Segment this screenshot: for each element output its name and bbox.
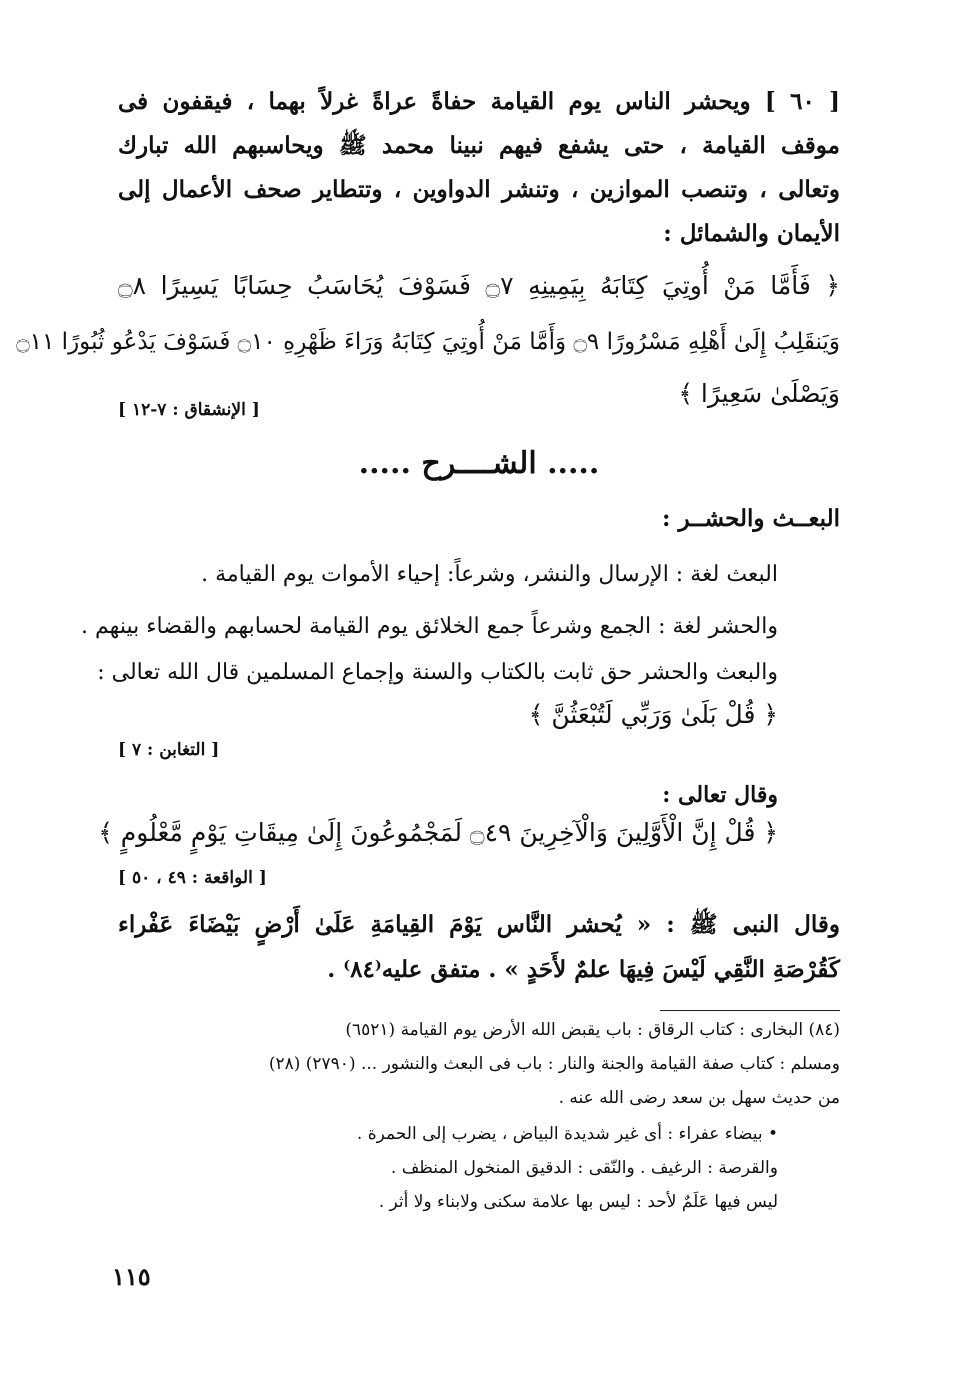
said-the-exalted: وقال تعالى : — [662, 782, 778, 808]
gloss-line: والقرصة : الرغيف . والنّقى : الدقيق المنخول المنظف . — [390, 1158, 778, 1178]
definition-line: البعث لغة : الإرسال والنشر، وشرعاً: إحياء الأموات يوم القيامة . — [201, 562, 778, 587]
verse-reference: [ الإنشقاق : ٧-١٢ ] — [118, 400, 260, 420]
quran-verse-waqia: ﴿ قُلْ إِنَّ الْأَوَّلِينَ وَالْآخِرِينَ ۝٤٩ لَمَجْمُوعُونَ إِلَىٰ مِيقَاتِ يَوْمٍ مَّعْلُومٍ ﴾ — [98, 818, 778, 847]
footnote-separator — [660, 1010, 840, 1011]
hadith-line: وقال النبى ﷺ : « يُحشر النَّاس يَوْمَ القِيامَةِ عَلَىٰ أَرْضٍ بَيْضَاءَ عَفْراء — [118, 911, 840, 938]
quran-line: ﴿ فَأَمَّا مَنْ أُوتِيَ كِتَابَهُ بِيَمِينِهِ ۝٧ فَسَوْفَ يُحَاسَبُ حِسَابًا يَسِيرًا ۝٨ — [118, 271, 840, 300]
gloss-line: ليس فيها عَلَمٌ لأحد : ليس بها علامة سكنى ولابناء ولا أثر . — [378, 1192, 778, 1212]
footnote-line: ومسلم : كتاب صفة القيامة والجنة والنار : باب فى البعث والنشور ... (٢٧٩٠) (٢٨) — [268, 1054, 840, 1074]
footnote-line: (٨٤) البخارى : كتاب الرقاق : باب يقبض الله الأرض يوم القيامة (٦٥٢١) — [345, 1020, 840, 1040]
definition-line: والبعث والحشر حق ثابت بالكتاب والسنة وإجماع المسلمين قال الله تعالى : — [97, 660, 778, 685]
quran-line: وَيَنقَلِبُ إِلَىٰ أَهْلِهِ مَسْرُورًا ۝٩ وَأَمَّا مَنْ أُوتِيَ كِتَابَهُ وَرَاءَ ظَهْرِهِ ۝١٠ فَسَوْفَ يَدْعُو ثُبُورًا ۝١١ — [16, 329, 840, 355]
page-number: ١١٥ — [112, 1262, 151, 1291]
footnote-line: من حديث سهل بن سعد رضى الله عنه . — [558, 1088, 840, 1108]
hadith-line: كَقُرْصَةِ النَّقِي لَيْسَ فِيهَا علمٌ لأَحَدٍ » . متفق عليه⁽٨٤⁾ . — [327, 956, 840, 983]
intro-line: [ ٦٠ ] ويحشر الناس يوم القيامة حفاةً عراةً غرلاً بهما ، فيقفون فى — [118, 88, 840, 115]
definition-line: والحشر لغة : الجمع وشرعاً جمع الخلائق يوم القيامة لحسابهم والقضاء بينهم . — [81, 614, 778, 639]
section-title: ..... الشــــرح ..... — [358, 446, 600, 481]
intro-line: الأيمان والشمائل : — [663, 220, 840, 247]
intro-line: وتعالى ، وتنصب الموازين ، وتنشر الدواوين ، وتتطاير صحف الأعمال إلى — [118, 176, 840, 203]
gloss-line: • بيضاء عفراء : أى غير شديدة البياض ، يضرب إلى الحمرة . — [356, 1124, 778, 1144]
intro-line: موقف القيامة ، حتى يشفع فيهم نبينا محمد ﷺ ويحاسبهم الله تبارك — [118, 132, 840, 159]
verse-reference: [ التغابن : ٧ ] — [118, 740, 220, 760]
quran-verse-taghabun: ﴿ قُلْ بَلَىٰ وَرَبِّي لَتُبْعَثُنَّ ﴾ — [528, 700, 778, 729]
verse-reference: [ الواقعة : ٤٩ ، ٥٠ ] — [118, 868, 267, 888]
quran-line: وَيَصْلَىٰ سَعِيرًا ﴾ — [678, 379, 840, 408]
subheading: البعــث والحشــر : — [661, 505, 840, 532]
